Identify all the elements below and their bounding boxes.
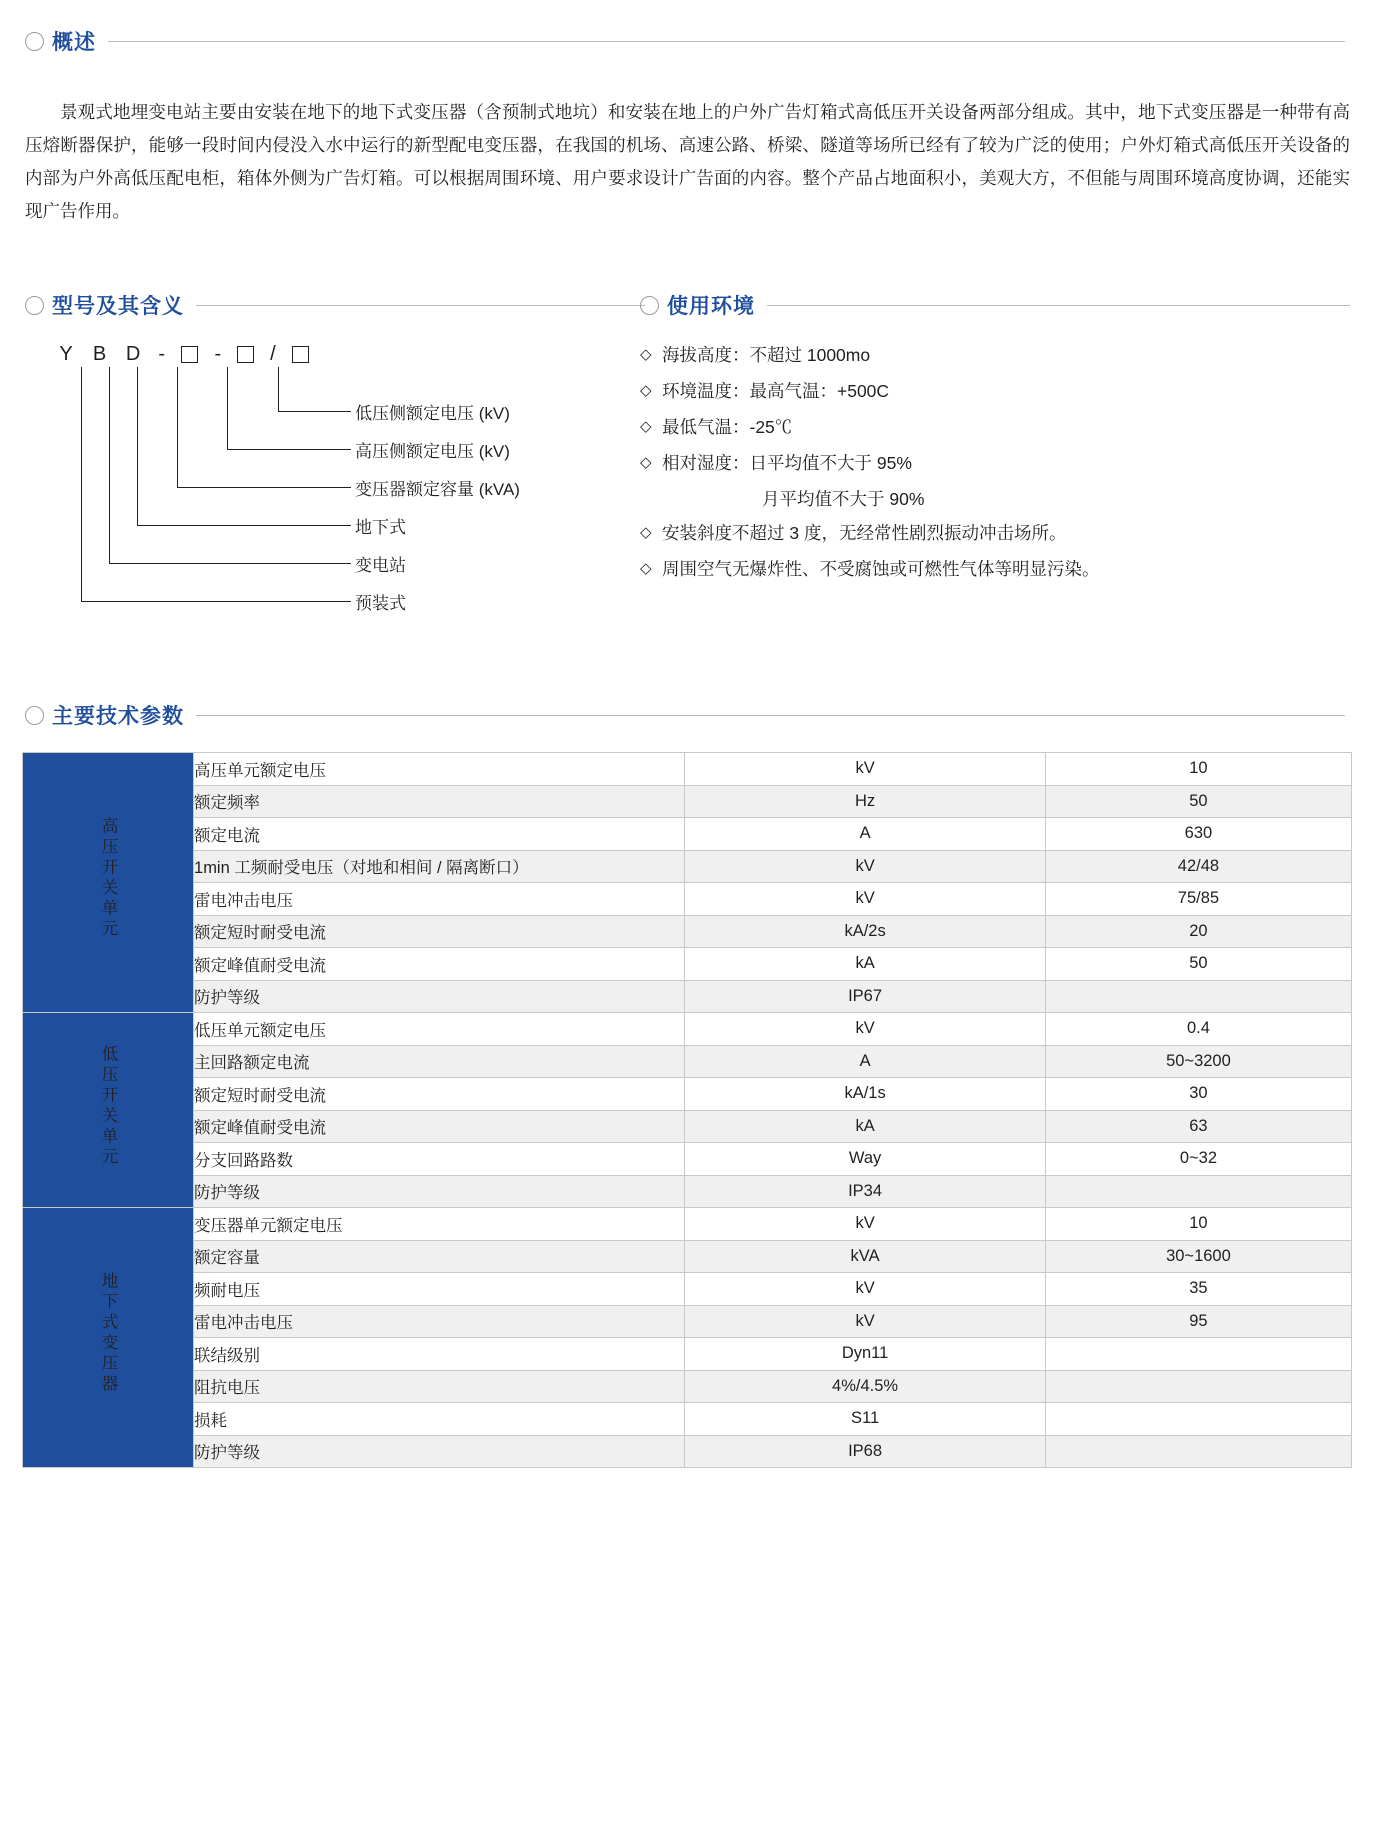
ring-icon [25, 296, 44, 315]
model-letter-b: B [92, 343, 107, 365]
table-row [23, 850, 1352, 883]
param-name-cell: 分支回路路数 [194, 1143, 685, 1176]
table-row [23, 785, 1352, 818]
leader-label-underground: 地下式 [355, 518, 406, 537]
param-value-cell: 75/85 [1045, 883, 1351, 916]
param-unit-cell: IP67 [685, 980, 1046, 1013]
param-unit-cell: Dyn11 [685, 1338, 1046, 1371]
environment-item-text: 海拔高度：不超过 1000mo [662, 345, 871, 365]
param-unit-cell: Hz [685, 785, 1046, 818]
param-name-cell: 额定短时耐受电流 [194, 1078, 685, 1111]
param-name-cell: 损耗 [194, 1403, 685, 1436]
environment-sub-text: 月平均值不大于 90% [762, 489, 925, 509]
table-row [23, 1143, 1352, 1176]
param-value-cell [1045, 1403, 1351, 1436]
param-unit-cell: S11 [685, 1403, 1046, 1436]
param-unit-cell: kV [685, 1208, 1046, 1241]
param-value-cell [1045, 980, 1351, 1013]
table-row [23, 1078, 1352, 1111]
table-row [23, 1110, 1352, 1143]
table-group-label [23, 1208, 194, 1468]
param-unit-cell: A [685, 818, 1046, 851]
param-value-cell: 50~3200 [1045, 1045, 1351, 1078]
diamond-icon: ◇ [640, 524, 652, 541]
model-box-lv [292, 346, 309, 363]
param-name-cell: 额定容量 [194, 1240, 685, 1273]
diamond-icon: ◇ [640, 418, 652, 435]
param-name-cell: 变压器单元额定电压 [194, 1208, 685, 1241]
list-item [640, 338, 1360, 372]
environment-item-text: 安装斜度不超过 3 度，无经常性剧烈振动冲击场所。 [662, 523, 1067, 543]
param-value-cell: 10 [1045, 753, 1351, 786]
table-row [23, 980, 1352, 1013]
environment-item-text: 最低气温：-25℃ [662, 417, 793, 437]
param-unit-cell: IP34 [685, 1175, 1046, 1208]
table-row [23, 1240, 1352, 1273]
table-row [23, 948, 1352, 981]
param-name-cell: 主回路额定电流 [194, 1045, 685, 1078]
group-label-text: 低压开关单元 [99, 1044, 117, 1168]
param-value-cell: 42/48 [1045, 850, 1351, 883]
model-letter-y: Y [59, 343, 73, 365]
list-item [640, 552, 1360, 586]
table-row [23, 883, 1352, 916]
section-header-overview [25, 26, 1345, 56]
leader-line-prefab [81, 367, 351, 602]
param-value-cell: 35 [1045, 1273, 1351, 1306]
param-name-cell: 防护等级 [194, 1175, 685, 1208]
model-box-capacity [181, 346, 198, 363]
table-row [23, 1273, 1352, 1306]
param-name-cell: 额定频率 [194, 785, 685, 818]
leader-label-prefab: 预装式 [355, 594, 406, 613]
param-value-cell: 20 [1045, 915, 1351, 948]
list-item [640, 374, 1360, 408]
param-value-cell: 50 [1045, 948, 1351, 981]
table-row [23, 1013, 1352, 1046]
table-row [23, 753, 1352, 786]
list-item [640, 410, 1360, 444]
diamond-icon: ◇ [640, 560, 652, 577]
divider [767, 305, 1350, 306]
param-unit-cell: kA/1s [685, 1078, 1046, 1111]
section-title: 主要技术参数 [52, 705, 184, 728]
leader-label-substation: 变电站 [355, 556, 406, 575]
environment-item-text: 环境温度：最高气温：+500C [662, 381, 890, 401]
overview-paragraph: 景观式地埋变电站主要由安装在地下的地下式变压器（含预制式地坑）和安装在地上的户外广告灯箱式高低压开关设备两部分组成。其中，地下式变压器是一种带有高压熔断器保护，能够一段时间内侵没入水中运行的新型配电变压器，在我国的机场、高速公路、桥梁、隧道等场所已经有了较为广泛的使用；户外灯箱式高低压开关设备的内部为户外高低压配电柜，箱体外侧为广告灯箱。可以根据周围环境、用户要求设计广告面的内容。整个产品占地面积小，美观大方，不但能与周围环境高度协调，还能实现广告作用。 [25, 101, 1350, 221]
param-name-cell: 额定峰值耐受电流 [194, 1110, 685, 1143]
param-value-cell: 50 [1045, 785, 1351, 818]
param-value-cell [1045, 1175, 1351, 1208]
section-title: 型号及其含义 [52, 295, 184, 318]
param-value-cell: 30 [1045, 1078, 1351, 1111]
param-unit-cell: kA/2s [685, 915, 1046, 948]
environment-list [640, 338, 1360, 588]
table-row [23, 1370, 1352, 1403]
param-unit-cell: IP68 [685, 1435, 1046, 1468]
table-row [23, 1175, 1352, 1208]
param-name-cell: 低压单元额定电压 [194, 1013, 685, 1046]
param-unit-cell: kV [685, 1013, 1046, 1046]
table-group-label [23, 753, 194, 1013]
leader-label-hv: 高压侧额定电压 (kV) [355, 442, 510, 461]
param-name-cell: 雷电冲击电压 [194, 1305, 685, 1338]
param-unit-cell: kA [685, 1110, 1046, 1143]
section-title: 使用环境 [667, 295, 755, 318]
environment-item-text: 相对湿度：日平均值不大于 95% [662, 453, 912, 473]
model-designation-diagram [25, 335, 645, 635]
param-name-cell: 频耐电压 [194, 1273, 685, 1306]
divider [196, 305, 645, 306]
param-unit-cell: kV [685, 883, 1046, 916]
param-unit-cell: A [685, 1045, 1046, 1078]
param-value-cell: 0.4 [1045, 1013, 1351, 1046]
model-code-row [52, 343, 314, 366]
param-name-cell: 额定短时耐受电流 [194, 915, 685, 948]
section-header-tech [25, 700, 1345, 730]
divider [196, 715, 1345, 716]
param-unit-cell: kVA [685, 1240, 1046, 1273]
table-row [23, 915, 1352, 948]
param-unit-cell: kA [685, 948, 1046, 981]
param-unit-cell: 4%/4.5% [685, 1370, 1046, 1403]
list-item [640, 446, 1360, 480]
table-row [23, 1045, 1352, 1078]
table-group-label [23, 1013, 194, 1208]
param-value-cell [1045, 1338, 1351, 1371]
environment-item-text: 周围空气无爆炸性、不受腐蚀或可燃性气体等明显污染。 [662, 559, 1100, 579]
param-value-cell: 63 [1045, 1110, 1351, 1143]
table-row [23, 1338, 1352, 1371]
param-value-cell [1045, 1435, 1351, 1468]
param-name-cell: 额定峰值耐受电流 [194, 948, 685, 981]
group-label-text: 地下式变压器 [99, 1272, 117, 1395]
section-header-model [25, 290, 645, 320]
table-row [23, 1208, 1352, 1241]
table-row [23, 1305, 1352, 1338]
group-label-text: 高压开关单元 [99, 817, 117, 940]
table-row [23, 818, 1352, 851]
section-header-environment [640, 290, 1350, 320]
model-dash-2: - [214, 343, 222, 365]
tech-parameters-table [22, 752, 1352, 1468]
param-name-cell: 阻抗电压 [194, 1370, 685, 1403]
param-value-cell: 0~32 [1045, 1143, 1351, 1176]
list-item [640, 516, 1360, 550]
param-value-cell: 30~1600 [1045, 1240, 1351, 1273]
divider [108, 41, 1345, 42]
leader-label-lv: 低压侧额定电压 (kV) [355, 404, 510, 423]
param-name-cell: 联结级别 [194, 1338, 685, 1371]
ring-icon [25, 706, 44, 725]
model-slash: / [270, 343, 276, 365]
diamond-icon: ◇ [640, 454, 652, 471]
diamond-icon: ◇ [640, 346, 652, 363]
param-unit-cell: Way [685, 1143, 1046, 1176]
param-unit-cell: kV [685, 1305, 1046, 1338]
param-value-cell [1045, 1370, 1351, 1403]
diamond-icon: ◇ [640, 382, 652, 399]
ring-icon [25, 32, 44, 51]
param-name-cell: 高压单元额定电压 [194, 753, 685, 786]
param-name-cell: 雷电冲击电压 [194, 883, 685, 916]
table-row [23, 1403, 1352, 1436]
param-name-cell: 防护等级 [194, 1435, 685, 1468]
param-value-cell: 630 [1045, 818, 1351, 851]
ring-icon [640, 296, 659, 315]
param-name-cell: 额定电流 [194, 818, 685, 851]
param-unit-cell: kV [685, 753, 1046, 786]
model-box-hv [237, 346, 254, 363]
param-unit-cell: kV [685, 1273, 1046, 1306]
param-value-cell: 10 [1045, 1208, 1351, 1241]
param-value-cell: 95 [1045, 1305, 1351, 1338]
leader-label-capacity: 变压器额定容量 (kVA) [355, 480, 520, 499]
table-row [23, 1435, 1352, 1468]
section-title: 概述 [52, 31, 96, 54]
model-dash-1: - [158, 343, 166, 365]
model-letter-d: D [125, 343, 141, 365]
param-name-cell: 防护等级 [194, 980, 685, 1013]
param-name-cell: 1min 工频耐受电压（对地和相间 / 隔离断口） [194, 850, 685, 883]
param-unit-cell: kV [685, 850, 1046, 883]
